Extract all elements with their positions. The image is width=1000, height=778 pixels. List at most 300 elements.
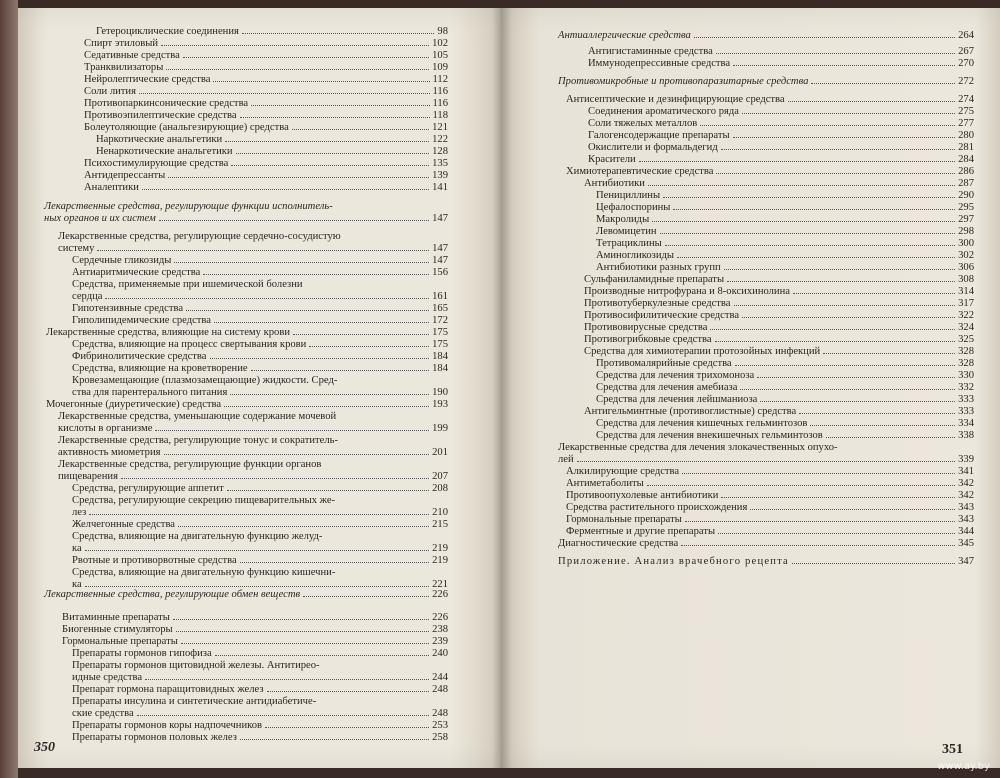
toc-entry-page: 175 — [432, 327, 448, 338]
toc-entry-page: 219 — [432, 543, 448, 554]
toc-appendix-entry — [558, 556, 974, 568]
toc-entry — [96, 146, 448, 158]
toc-section-entry — [558, 30, 974, 42]
toc-entry-title: ства для парентерального питания — [72, 387, 228, 398]
dot-leader — [155, 430, 429, 431]
toc-entry — [62, 612, 448, 624]
toc-entry-page: 300 — [958, 238, 974, 249]
toc-entry — [566, 502, 974, 514]
toc-entry-title: Средства для лечения внекишечных гельминтозов — [596, 430, 823, 441]
toc-entry-page: 208 — [432, 483, 448, 494]
toc-entry-page: 156 — [432, 267, 448, 278]
dot-leader — [213, 81, 429, 82]
toc-entry — [84, 110, 448, 122]
toc-entry — [558, 538, 974, 550]
toc-entry-page: 270 — [958, 58, 974, 69]
toc-entry-title: Средства для лечения амебиаза — [596, 382, 738, 393]
toc-entry-title: Противосифилитические средства — [584, 310, 740, 321]
dot-leader — [166, 69, 429, 70]
toc-entry — [588, 58, 974, 70]
toc-entry-title: кислоты в организме — [58, 423, 153, 434]
toc-entry-page: 116 — [432, 86, 448, 97]
dot-leader — [715, 341, 956, 342]
toc-entry-title: Противомалярийные средства — [596, 358, 732, 369]
toc-entry-title: Антисептические и дезинфицирующие средства — [566, 94, 785, 105]
toc-entry-title: Лекарственные средства, влияющие на систему крови — [46, 327, 290, 338]
toc-entry-title: сердца — [72, 291, 103, 302]
dot-leader — [757, 377, 955, 378]
toc-entry-title: Антидепрессанты — [84, 170, 166, 181]
toc-entry-page: 190 — [432, 387, 448, 398]
dot-leader — [685, 521, 955, 522]
toc-entry-title: Химиотерапевтические средства — [566, 166, 714, 177]
toc-entry — [72, 267, 448, 279]
toc-entry-page: 128 — [432, 146, 448, 157]
toc-entry-title: Окислители и формальдегид — [588, 142, 718, 153]
dot-leader — [292, 129, 429, 130]
toc-entry-page: 298 — [958, 226, 974, 237]
dot-leader — [186, 310, 429, 311]
toc-entry — [72, 672, 448, 684]
toc-entry-page: 239 — [432, 636, 448, 647]
toc-entry-line: Средства, влияющие на двигательную функцию желуд- — [72, 531, 323, 542]
toc-entry-title: Седативные средства — [84, 50, 180, 61]
toc-entry-title: Тетрациклины — [596, 238, 662, 249]
toc-entry — [84, 182, 448, 194]
dot-leader — [139, 93, 430, 94]
dot-leader — [97, 250, 429, 251]
toc-entry-line: Препараты инсулина и синтетические антидиабетиче- — [72, 696, 317, 707]
toc-entry-page: 267 — [958, 46, 974, 57]
toc-entry-title: Противопаркинсонические средства — [84, 98, 249, 109]
toc-entry-title: Противотуберкулезные средства — [584, 298, 731, 309]
dot-leader — [810, 425, 955, 426]
toc-entry-page: 184 — [432, 351, 448, 362]
toc-section-entry — [44, 213, 448, 225]
toc-entry-page: 221 — [432, 579, 448, 590]
toc-entry — [72, 483, 448, 495]
toc-entry-title: Препараты гормонов гипофиза — [72, 648, 212, 659]
toc-entry — [72, 339, 448, 351]
toc-entry-title: Препараты гормонов коры надпочечников — [72, 720, 263, 731]
toc-entry-page: 275 — [958, 106, 974, 117]
dot-leader — [760, 401, 955, 402]
toc-entry-title: Психостимулирующие средства — [84, 158, 229, 169]
toc-entry-page: 193 — [432, 399, 448, 410]
toc-entry-title: Гипотензивные средства — [72, 303, 184, 314]
toc-entry — [62, 624, 448, 636]
toc-entry-title: Лекарственные средства, регулирующие обмен веществ — [44, 589, 301, 600]
dot-leader — [183, 57, 429, 58]
toc-entry-line: Средства, применяемые при ишемической болезни — [72, 279, 303, 290]
toc-entry-title: Противовирусные средства — [584, 322, 708, 333]
dot-leader — [224, 406, 429, 407]
dot-leader — [716, 173, 955, 174]
toc-entry-page: 290 — [958, 190, 974, 201]
toc-entry — [596, 202, 974, 214]
toc-entry-title: Гетероциклические соединения — [96, 26, 239, 37]
dot-leader — [639, 161, 955, 162]
toc-entry-page: 306 — [958, 262, 974, 273]
toc-entry-page: 333 — [958, 394, 974, 405]
dot-leader — [734, 305, 956, 306]
toc-entry — [566, 478, 974, 490]
dot-leader — [240, 562, 429, 563]
dot-leader — [85, 550, 429, 551]
toc-entry-title: Рвотные и противорвотные средства — [72, 555, 237, 566]
toc-entry-page: 314 — [958, 286, 974, 297]
dot-leader — [267, 691, 430, 692]
dot-leader — [647, 485, 955, 486]
watermark: www.ay.by — [937, 761, 990, 772]
toc-entry-title: Ненаркотические анальгетики — [96, 146, 233, 157]
toc-entry-title: Средства для лечения трихомоноза — [596, 370, 755, 381]
toc-entry-page: 338 — [958, 430, 974, 441]
toc-entry — [596, 418, 974, 430]
toc-entry — [588, 154, 974, 166]
dot-leader — [164, 454, 430, 455]
dot-leader — [733, 65, 955, 66]
toc-entry-title: Антиаллергические средства — [558, 30, 691, 41]
dot-leader — [231, 165, 429, 166]
toc-entry — [596, 358, 974, 370]
toc-entry-title: Антигельминтные (противоглистные) средства — [584, 406, 797, 417]
toc-entry-page: 322 — [958, 310, 974, 321]
toc-entry-page: 328 — [958, 346, 974, 357]
dot-leader — [700, 125, 955, 126]
toc-entry-title: Витаминные препараты — [62, 612, 170, 623]
dot-leader — [161, 45, 429, 46]
dot-leader — [694, 37, 955, 38]
toc-entry — [96, 134, 448, 146]
dot-leader — [577, 461, 955, 462]
dot-leader — [716, 53, 955, 54]
dot-leader — [174, 262, 429, 263]
toc-entry-page: 264 — [958, 30, 974, 41]
toc-entry-page: 147 — [432, 213, 448, 224]
toc-entry — [596, 394, 974, 406]
toc-entry-title: Пенициллины — [596, 190, 661, 201]
toc-entry-page: 121 — [432, 122, 448, 133]
dot-leader — [173, 619, 429, 620]
dot-leader — [648, 185, 955, 186]
dot-leader — [663, 197, 955, 198]
toc-entry-line: Препараты гормонов щитовидной железы. Антитирео- — [72, 660, 320, 671]
toc-entry — [84, 50, 448, 62]
toc-entry — [84, 62, 448, 74]
toc-entry-page: 333 — [958, 406, 974, 417]
toc-entry — [58, 243, 448, 255]
toc-entry-page: 280 — [958, 130, 974, 141]
dot-leader — [710, 329, 955, 330]
toc-entry-page: 325 — [958, 334, 974, 345]
dot-leader — [792, 563, 955, 564]
toc-entry-page: 147 — [432, 243, 448, 254]
dot-leader — [660, 233, 956, 234]
toc-entry-page: 135 — [432, 158, 448, 169]
toc-entry — [58, 423, 448, 435]
toc-entry-page: 342 — [958, 478, 974, 489]
toc-entry — [62, 636, 448, 648]
toc-entry-page: 295 — [958, 202, 974, 213]
toc-entry-title: Производные нитрофурана и 8-оксихинолина — [584, 286, 790, 297]
toc-section-entry — [558, 76, 974, 88]
toc-entry-title: Наркотические анальгетики — [96, 134, 223, 145]
toc-entry-title: Болеутоляющие (анальгезирующие) средства — [84, 122, 289, 133]
toc-entry-title: Сердечные гликозиды — [72, 255, 172, 266]
toc-entry-title: Противогрибковые средства — [584, 334, 712, 345]
toc-entry-title: пищеварения — [58, 471, 118, 482]
toc-entry-title: Антибиотики разных групп — [596, 262, 721, 273]
toc-entry-title: Алкилирующие средства — [566, 466, 680, 477]
toc-entry — [84, 74, 448, 86]
toc-entry — [84, 38, 448, 50]
dot-leader — [176, 631, 429, 632]
toc-entry — [584, 322, 974, 334]
dot-leader — [181, 643, 429, 644]
dot-leader — [251, 370, 430, 371]
toc-entry-title: Фибринолитические средства — [72, 351, 207, 362]
toc-entry — [596, 370, 974, 382]
toc-entry — [72, 684, 448, 696]
toc-entry — [584, 298, 974, 310]
toc-entry-title: Средства растительного происхождения — [566, 502, 748, 513]
toc-entry-page: 175 — [432, 339, 448, 350]
dot-leader — [727, 281, 955, 282]
toc-section-entry — [44, 589, 448, 601]
toc-entry — [84, 158, 448, 170]
toc-entry — [566, 94, 974, 106]
toc-entry-page: 342 — [958, 490, 974, 501]
dot-leader — [121, 478, 429, 479]
toc-entry — [72, 363, 448, 375]
toc-entry-page: 277 — [958, 118, 974, 129]
toc-entry-page: 102 — [432, 38, 448, 49]
toc-entry-title: Препарат гормона паращитовидных желез — [72, 684, 264, 695]
toc-entry-page: 210 — [432, 507, 448, 518]
toc-entry-title: Препараты гормонов половых желез — [72, 732, 237, 743]
toc-entry-page: 248 — [432, 684, 448, 695]
toc-entry-page: 109 — [432, 62, 448, 73]
toc-entry — [566, 490, 974, 502]
toc-entry-page: 324 — [958, 322, 974, 333]
toc-entry — [566, 514, 974, 526]
dot-leader — [724, 269, 955, 270]
toc-entry-title: Средства, влияющие на процесс свертывания крови — [72, 339, 307, 350]
toc-entry — [584, 286, 974, 298]
toc-entry-page: 281 — [958, 142, 974, 153]
toc-entry-title: ка — [72, 543, 82, 554]
toc-entry-page: 248 — [432, 708, 448, 719]
toc-entry-title: Антиаритмические средства — [72, 267, 201, 278]
toc-entry-page: 328 — [958, 358, 974, 369]
toc-entry — [584, 346, 974, 358]
toc-entry-page: 284 — [958, 154, 974, 165]
dot-leader — [236, 153, 430, 154]
toc-entry-title: ных органов и их систем — [44, 213, 156, 224]
toc-entry-line: Лекарственные средства, регулирующие функции органов — [58, 459, 322, 470]
toc-entry-page: 184 — [432, 363, 448, 374]
dot-leader — [740, 389, 955, 390]
toc-entry — [96, 26, 448, 38]
dot-leader — [673, 209, 955, 210]
toc-entry-title: Нейролептические средства — [84, 74, 211, 85]
toc-entry — [596, 250, 974, 262]
toc-entry — [584, 310, 974, 322]
toc-entry-page: 343 — [958, 502, 974, 513]
toc-entry-line: Лекарственные средства, регулирующие сердечно-сосудистую — [58, 231, 341, 242]
dot-leader — [799, 413, 955, 414]
dot-leader — [733, 137, 956, 138]
toc-entry-title: Антибиотики — [584, 178, 645, 189]
dot-leader — [145, 679, 429, 680]
dot-leader — [788, 101, 955, 102]
toc-entry-page: 165 — [432, 303, 448, 314]
toc-entry-title: активность миометрия — [58, 447, 161, 458]
toc-entry — [584, 274, 974, 286]
toc-entry-title: Желчегонные средства — [72, 519, 176, 530]
dot-leader — [682, 473, 955, 474]
dot-leader — [142, 189, 429, 190]
toc-entry-title: Противомикробные и противопаразитарные средства — [558, 76, 809, 87]
dot-leader — [793, 293, 955, 294]
toc-entry-page: 215 — [432, 519, 448, 530]
toc-entry-page: 343 — [958, 514, 974, 525]
dot-leader — [215, 655, 429, 656]
toc-entry — [596, 226, 974, 238]
toc-entry-page: 317 — [958, 298, 974, 309]
dot-leader — [742, 113, 955, 114]
dot-leader — [677, 257, 955, 258]
dot-leader — [309, 346, 429, 347]
dot-leader — [681, 545, 955, 546]
toc-entry-page: 297 — [958, 214, 974, 225]
toc-entry — [84, 98, 448, 110]
toc-entry-title: Антиметаболиты — [566, 478, 644, 489]
toc-entry — [584, 406, 974, 418]
toc-entry-page: 201 — [432, 447, 448, 458]
toc-entry-title: систему — [58, 243, 95, 254]
toc-section-line: Лекарственные средства, регулирующие функции исполнитель- — [44, 201, 333, 212]
toc-entry-page: 244 — [432, 672, 448, 683]
dot-leader — [240, 117, 430, 118]
toc-entry-page: 332 — [958, 382, 974, 393]
toc-entry-title: Средства, влияющие на кроветворение — [72, 363, 248, 374]
toc-entry — [72, 519, 448, 531]
toc-entry-title: Средства для лечения лейшманиоза — [596, 394, 758, 405]
dot-leader — [251, 105, 429, 106]
toc-entry-page: 105 — [432, 50, 448, 61]
toc-entry — [588, 130, 974, 142]
dot-leader — [227, 490, 429, 491]
toc-entry-title: Соли тяжелых металлов — [588, 118, 698, 129]
toc-entry — [72, 315, 448, 327]
toc-entry-page: 286 — [958, 166, 974, 177]
toc-entry-title: Противоопухолевые антибиотики — [566, 490, 719, 501]
toc-entry — [84, 122, 448, 134]
toc-entry — [72, 507, 448, 519]
toc-entry-page: 274 — [958, 94, 974, 105]
toc-entry-page: 122 — [432, 134, 448, 145]
left-page-number: 350 — [34, 740, 55, 755]
toc-entry-title: Галогенсодержащие препараты — [588, 130, 730, 141]
dot-leader — [811, 83, 955, 84]
toc-entry-page: 112 — [432, 74, 448, 85]
toc-entry-page: 240 — [432, 648, 448, 659]
toc-entry-title: Соединения ароматического ряда — [588, 106, 739, 117]
dot-leader — [823, 353, 955, 354]
toc-entry-title: Транквилизаторы — [84, 62, 164, 73]
toc-entry-page: 207 — [432, 471, 448, 482]
dot-leader — [293, 334, 429, 335]
toc-entry — [596, 238, 974, 250]
toc-entry-page: 147 — [432, 255, 448, 266]
toc-entry — [58, 471, 448, 483]
toc-entry-title: лей — [558, 454, 574, 465]
toc-entry-page: 330 — [958, 370, 974, 381]
toc-entry-page: 199 — [432, 423, 448, 434]
toc-entry — [84, 170, 448, 182]
toc-entry-title: ские средства — [72, 708, 134, 719]
toc-entry-line: Средства, влияющие на двигательную функцию кишечни- — [72, 567, 336, 578]
dot-leader — [89, 514, 429, 515]
dot-leader — [303, 596, 429, 597]
dot-leader — [225, 141, 429, 142]
toc-entry — [58, 447, 448, 459]
toc-entry — [72, 555, 448, 567]
dot-leader — [105, 298, 429, 299]
toc-entry-title: Аминогликозиды — [596, 250, 675, 261]
toc-entry-title: Диагностические средства — [558, 538, 679, 549]
dot-leader — [826, 437, 955, 438]
toc-entry-title: идные средства — [72, 672, 143, 683]
toc-entry — [72, 255, 448, 267]
dot-leader — [137, 715, 429, 716]
toc-entry — [72, 708, 448, 720]
toc-entry — [72, 387, 448, 399]
toc-entry-title: Красители — [588, 154, 636, 165]
toc-entry-line: Лекарственные средства, уменьшающие содержание мочевой — [58, 411, 337, 422]
toc-entry — [566, 166, 974, 178]
toc-entry-page: 308 — [958, 274, 974, 285]
dot-leader — [240, 739, 429, 740]
toc-entry-title: Противоэпилептические средства — [84, 110, 237, 121]
toc-entry — [596, 214, 974, 226]
toc-entry — [566, 466, 974, 478]
toc-entry-title: Иммунодепрессивные средства — [588, 58, 731, 69]
toc-entry-page: 116 — [432, 98, 448, 109]
toc-entry-page: 347 — [958, 556, 974, 567]
dot-leader — [178, 526, 429, 527]
toc-entry — [588, 142, 974, 154]
toc-entry-page: 139 — [432, 170, 448, 181]
toc-entry-page: 161 — [432, 291, 448, 302]
toc-entry — [596, 382, 974, 394]
toc-entry-page: 253 — [432, 720, 448, 731]
toc-entry-title: Средства, регулирующие аппетит — [72, 483, 224, 494]
toc-entry-title: Соли лития — [84, 86, 136, 97]
toc-entry — [584, 334, 974, 346]
dot-leader — [159, 220, 429, 221]
toc-entry-title: Гиполипидемические средства — [72, 315, 211, 326]
toc-entry — [72, 720, 448, 732]
toc-entry-title: Спирт этиловый — [84, 38, 159, 49]
dot-leader — [735, 365, 955, 366]
dot-leader — [718, 533, 955, 534]
toc-entry — [46, 399, 448, 411]
toc-entry — [596, 190, 974, 202]
toc-entry-title: Средства для химиотерапии протозойных инфекций — [584, 346, 821, 357]
